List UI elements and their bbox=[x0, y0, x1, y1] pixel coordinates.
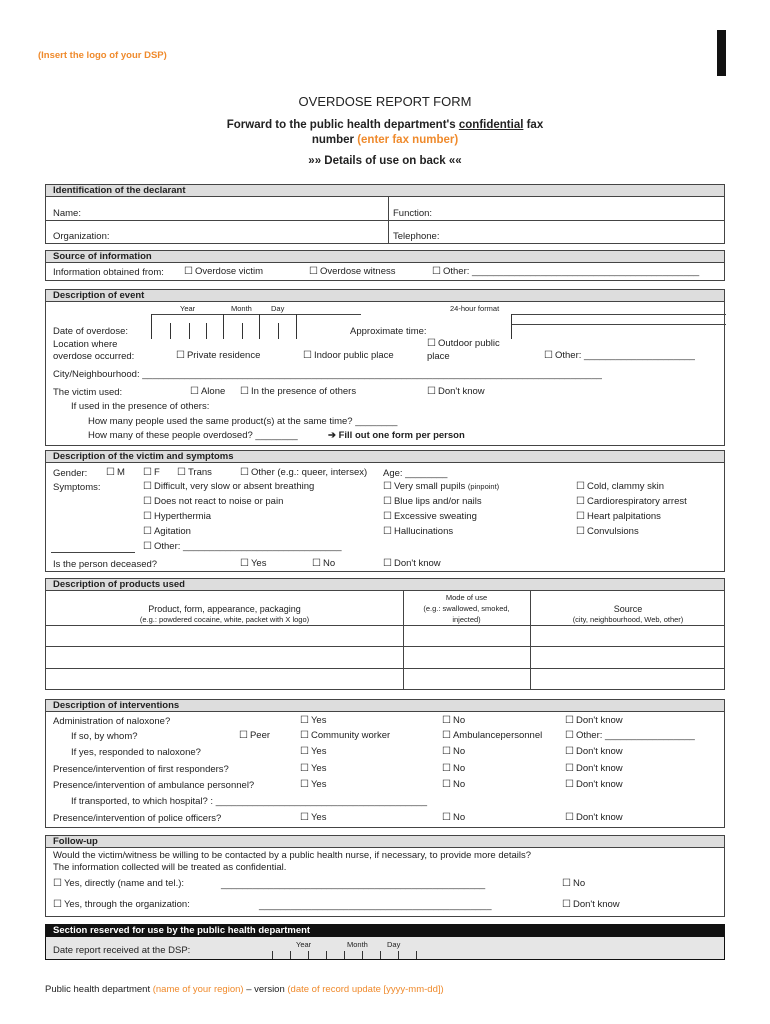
reserved-day-label: Day bbox=[387, 940, 401, 949]
gender-other-checkbox[interactable]: ☐ Other (e.g.: queer, intersex) bbox=[240, 467, 367, 478]
used-dontknow-checkbox[interactable]: ☐ Don't know bbox=[427, 386, 485, 397]
followup-question: Would the victim/witness be willing to be contacted by a public health nurse, if necessary, to provide more details? bbox=[53, 850, 532, 861]
forward-line-1: Forward to the public health department's confidential fax bbox=[226, 119, 544, 131]
interventions-section bbox=[45, 699, 725, 828]
section-header: Description of interventions bbox=[46, 700, 724, 712]
how-many-same-field[interactable]: How many people used the same product(s) at the same time? ________ bbox=[88, 416, 398, 427]
first-responders-yes-checkbox[interactable]: ☐ Yes bbox=[300, 763, 326, 774]
by-whom-other-checkbox[interactable]: ☐ Other: _________________ bbox=[565, 730, 695, 741]
followup-section bbox=[45, 835, 725, 917]
deceased-no-checkbox[interactable]: ☐ No bbox=[312, 558, 335, 569]
naloxone-label: Administration of naloxone? bbox=[53, 716, 171, 727]
outdoor-label-2: place bbox=[427, 351, 450, 362]
gender-trans-checkbox[interactable]: ☐ Trans bbox=[177, 467, 212, 478]
forward-line-2: number (enter fax number) bbox=[311, 134, 459, 146]
indoor-public-checkbox[interactable]: ☐ Indoor public place bbox=[303, 350, 394, 361]
police-dk-checkbox[interactable]: ☐ Don't know bbox=[565, 812, 623, 823]
section-header: Follow-up bbox=[46, 836, 724, 848]
symptom-hallucinations-checkbox[interactable]: ☐ Hallucinations bbox=[383, 526, 453, 537]
if-presence-label: If used in the presence of others: bbox=[71, 401, 210, 412]
by-whom-label: If so, by whom? bbox=[71, 731, 138, 742]
private-residence-checkbox[interactable]: ☐ Private residence bbox=[176, 350, 260, 361]
col-product-example: (e.g.: powdered cocaine, white, packet with X logo) bbox=[139, 615, 310, 624]
symptom-breathing-checkbox[interactable]: ☐ Difficult, very slow or absent breathing bbox=[143, 481, 314, 492]
gender-label: Gender: bbox=[53, 468, 88, 479]
symptom-hyperthermia-checkbox[interactable]: ☐ Hyperthermia bbox=[143, 511, 211, 522]
symptom-sweating-checkbox[interactable]: ☐ Excessive sweating bbox=[383, 511, 477, 522]
responded-yes-checkbox[interactable]: ☐ Yes bbox=[300, 746, 326, 757]
page-title: OVERDOSE REPORT FORM bbox=[298, 94, 472, 109]
col-mode-example: (e.g.: swallowed, smoked, bbox=[423, 604, 510, 613]
reserved-section bbox=[45, 924, 725, 960]
yes-org-checkbox[interactable]: ☐ Yes, through the organization: bbox=[53, 899, 190, 910]
ambulance-no-checkbox[interactable]: ☐ No bbox=[442, 779, 465, 790]
first-responders-dk-checkbox[interactable]: ☐ Don't know bbox=[565, 763, 623, 774]
police-label: Presence/intervention of police officers? bbox=[53, 813, 222, 824]
name-field[interactable]: Name: bbox=[53, 208, 81, 219]
date-label: Date of overdose: bbox=[53, 326, 128, 337]
followup-no-checkbox[interactable]: ☐ No bbox=[562, 878, 585, 889]
peer-checkbox[interactable]: ☐ Peer bbox=[239, 730, 270, 741]
ambulance-personnel-checkbox[interactable]: ☐ Ambulancepersonnel bbox=[442, 730, 542, 741]
alone-checkbox[interactable]: ☐ Alone bbox=[190, 386, 225, 397]
symptom-other-checkbox[interactable]: ☐ Other: ______________________________ bbox=[143, 541, 342, 552]
overdose-victim-checkbox[interactable]: ☐ Overdose victim bbox=[184, 266, 263, 277]
responded-label: If yes, responded to naloxone? bbox=[71, 747, 201, 758]
city-field[interactable]: City/Neighbourhood: _______________________________________________________________________________________ bbox=[53, 369, 602, 380]
logo-placeholder: (Insert the logo of your DSP) bbox=[38, 50, 167, 61]
function-field[interactable]: Function: bbox=[393, 208, 433, 219]
naloxone-dk-checkbox[interactable]: ☐ Don't know bbox=[565, 715, 623, 726]
details-note: »» Details of use on back «« bbox=[308, 155, 462, 167]
hospital-field[interactable]: If transported, to which hospital? : ________________________________________ bbox=[71, 796, 428, 807]
police-yes-checkbox[interactable]: ☐ Yes bbox=[300, 812, 326, 823]
section-header: Description of products used bbox=[46, 579, 724, 591]
section-header: Description of the victim and symptoms bbox=[46, 451, 724, 463]
naloxone-yes-checkbox[interactable]: ☐ Yes bbox=[300, 715, 326, 726]
format-label: 24-hour format bbox=[450, 304, 500, 313]
ambulance-yes-checkbox[interactable]: ☐ Yes bbox=[300, 779, 326, 790]
deceased-label: Is the person deceased? bbox=[53, 559, 158, 570]
victim-section bbox=[45, 450, 725, 572]
year-label: Year bbox=[180, 304, 196, 313]
overdose-witness-checkbox[interactable]: ☐ Overdose witness bbox=[309, 266, 395, 277]
yes-directly-checkbox[interactable]: ☐ Yes, directly (name and tel.): bbox=[53, 878, 184, 889]
org-contact-field[interactable]: ____________________________________________ bbox=[259, 900, 492, 911]
community-worker-checkbox[interactable]: ☐ Community worker bbox=[300, 730, 390, 741]
telephone-field[interactable]: Telephone: bbox=[393, 231, 440, 242]
symptoms-label: Symptoms: bbox=[53, 482, 101, 493]
date-received-label: Date report received at the DSP: bbox=[53, 945, 191, 956]
symptom-convulsions-checkbox[interactable]: ☐ Convulsions bbox=[576, 526, 639, 537]
deceased-yes-checkbox[interactable]: ☐ Yes bbox=[240, 558, 266, 569]
source-other-checkbox[interactable]: ☐ Other: ___________________________________________ bbox=[432, 266, 699, 277]
black-bar bbox=[717, 30, 726, 76]
symptom-palpitations-checkbox[interactable]: ☐ Heart palpitations bbox=[576, 511, 661, 522]
symptom-pupils-checkbox[interactable]: ☐ Very small pupils (pinpoint) bbox=[383, 481, 499, 492]
police-no-checkbox[interactable]: ☐ No bbox=[442, 812, 465, 823]
col-source-header: Source bbox=[613, 604, 643, 614]
location-other-checkbox[interactable]: ☐ Other: _____________________ bbox=[544, 350, 695, 361]
first-responders-no-checkbox[interactable]: ☐ No bbox=[442, 763, 465, 774]
col-product-header: Product, form, appearance, packaging bbox=[148, 604, 301, 614]
approx-time-label: Approximate time: bbox=[350, 326, 427, 337]
age-field[interactable]: Age: ________ bbox=[383, 468, 448, 479]
fill-one-form-note: ➔ Fill out one form per person bbox=[328, 430, 465, 441]
followup-dk-checkbox[interactable]: ☐ Don't know bbox=[562, 899, 620, 910]
footer: Public health department (name of your region) – version (date of record update [yyyy-mm-dd]) bbox=[45, 984, 444, 995]
symptom-agitation-checkbox[interactable]: ☐ Agitation bbox=[143, 526, 191, 537]
section-header: Section reserved for use by the public health department bbox=[46, 925, 724, 937]
location-label-1: Location where bbox=[53, 339, 118, 350]
responded-dk-checkbox[interactable]: ☐ Don't know bbox=[565, 746, 623, 757]
responded-no-checkbox[interactable]: ☐ No bbox=[442, 746, 465, 757]
confidential-note: The information collected will be treated as confidential. bbox=[53, 862, 287, 873]
section-header: Description of event bbox=[46, 290, 724, 302]
source-section bbox=[45, 250, 725, 281]
location-label-2: overdose occurred: bbox=[53, 351, 135, 362]
reserved-month-label: Month bbox=[347, 940, 368, 949]
ambulance-dk-checkbox[interactable]: ☐ Don't know bbox=[565, 779, 623, 790]
naloxone-no-checkbox[interactable]: ☐ No bbox=[442, 715, 465, 726]
symptom-bluelips-checkbox[interactable]: ☐ Blue lips and/or nails bbox=[383, 496, 482, 507]
col-source-example: (city, neighbourhood, Web, other) bbox=[572, 615, 684, 624]
deceased-dk-checkbox[interactable]: ☐ Don't know bbox=[383, 558, 441, 569]
month-label: Month bbox=[231, 304, 252, 313]
identification-section bbox=[45, 184, 725, 244]
section-header: Identification of the declarant bbox=[46, 185, 724, 197]
symptom-noreact-checkbox[interactable]: ☐ Does not react to noise or pain bbox=[143, 496, 283, 507]
presence-checkbox[interactable]: ☐ In the presence of others bbox=[240, 386, 356, 397]
symptom-arrest-checkbox[interactable]: ☐ Cardiorespiratory arrest bbox=[576, 496, 687, 507]
col-mode-header: Mode of use bbox=[445, 593, 488, 602]
gender-m-checkbox[interactable]: ☐ M bbox=[106, 467, 125, 478]
organization-field[interactable]: Organization: bbox=[53, 231, 110, 242]
reserved-year-label: Year bbox=[296, 940, 312, 949]
source-label: Information obtained from: bbox=[53, 267, 164, 278]
how-many-od-field[interactable]: How many of these people overdosed? ________ bbox=[88, 430, 298, 441]
symptom-coldskin-checkbox[interactable]: ☐ Cold, clammy skin bbox=[576, 481, 664, 492]
products-section bbox=[45, 578, 725, 690]
direct-contact-field[interactable]: __________________________________________________ bbox=[221, 879, 486, 890]
ambulance-label: Presence/intervention of ambulance personnel? bbox=[53, 780, 255, 791]
event-section bbox=[45, 289, 725, 446]
gender-f-checkbox[interactable]: ☐ F bbox=[143, 467, 160, 478]
section-header: Source of information bbox=[46, 251, 724, 263]
day-label: Day bbox=[271, 304, 285, 313]
victim-used-label: The victim used: bbox=[53, 387, 123, 398]
outdoor-public-checkbox[interactable]: ☐ Outdoor public bbox=[427, 338, 500, 349]
col-mode-example-2: injected) bbox=[452, 615, 481, 624]
first-responders-label: Presence/intervention of first responders? bbox=[53, 764, 229, 775]
